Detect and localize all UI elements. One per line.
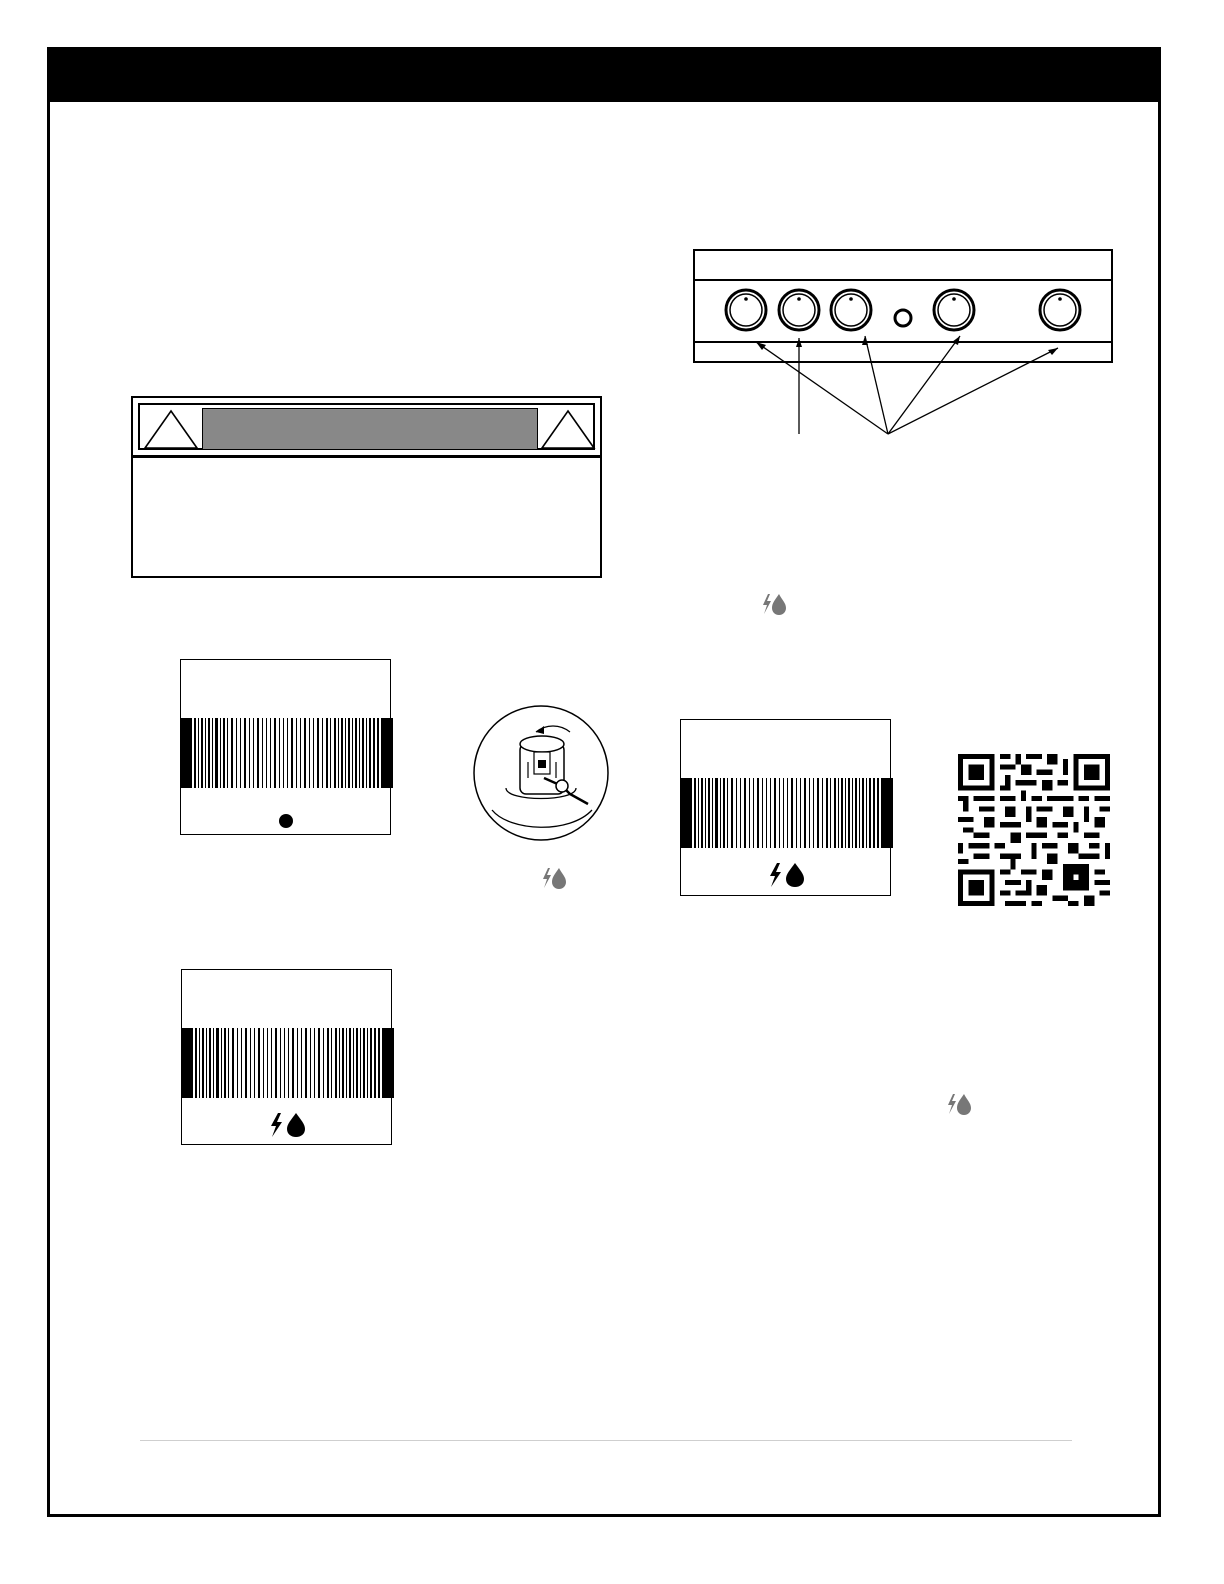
- control-knob: [726, 290, 766, 330]
- warning-header: [133, 398, 600, 458]
- footer-rule: [140, 1440, 1072, 1441]
- knob-label-off: [180, 659, 391, 835]
- knob-label-ignite: [680, 719, 891, 896]
- warning-box: [131, 396, 602, 578]
- spark-flame-icon: [767, 862, 807, 888]
- spark-flame-icon: [540, 866, 566, 890]
- control-knob: [1040, 290, 1080, 330]
- header-bar: [47, 47, 1161, 102]
- ignition-indicator-light: [895, 310, 911, 326]
- knob-label-ignite: [181, 969, 392, 1145]
- spark-flame-icon: [760, 592, 786, 616]
- qr-code-icon: [958, 754, 1110, 906]
- control-knob: [831, 290, 871, 330]
- warning-signal-band: [202, 408, 538, 450]
- control-knob: [934, 290, 974, 330]
- propane-tank-valve-icon: [470, 702, 612, 844]
- control-panel-diagram: [690, 246, 1120, 446]
- knob-ridges: [180, 718, 393, 788]
- knob-ridges: [181, 1028, 394, 1098]
- warning-triangle-icon: [540, 408, 596, 450]
- spark-flame-icon: [268, 1112, 308, 1138]
- control-knob: [779, 290, 819, 330]
- dot-icon: [278, 813, 294, 829]
- warning-triangle-icon: [143, 408, 199, 450]
- knob-ridges: [680, 778, 893, 848]
- spark-flame-icon: [945, 1092, 971, 1116]
